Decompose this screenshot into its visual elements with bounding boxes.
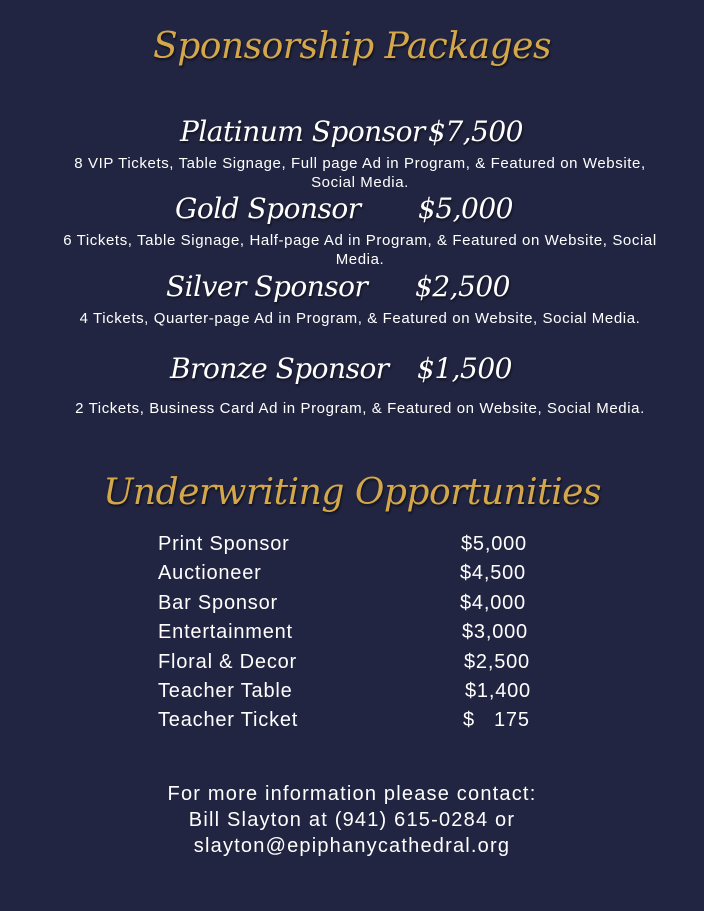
item-label: Teacher Table bbox=[158, 680, 293, 702]
underwriting-title: Underwriting Opportunities bbox=[103, 472, 601, 513]
list-item bbox=[158, 621, 548, 649]
item-label: Bar Sponsor bbox=[158, 592, 278, 614]
package-price: $1,500 bbox=[417, 352, 512, 385]
contact-email[interactable]: slayton@epiphanycathedral.org bbox=[193, 835, 511, 857]
contact-line: For more information please contact: bbox=[167, 783, 537, 805]
list-item bbox=[158, 709, 548, 737]
package-description: 8 VIP Tickets, Table Signage, Full page Ad in Program, & Featured on Website, Social Media. bbox=[74, 155, 646, 191]
package-price: $2,500 bbox=[415, 270, 510, 303]
package-name: Bronze Sponsor bbox=[170, 352, 389, 385]
package-name: Platinum Sponsor bbox=[180, 115, 425, 148]
item-amount: $ 175 bbox=[463, 709, 530, 731]
item-amount: $2,500 bbox=[464, 651, 530, 673]
package-description: 2 Tickets, Business Card Ad in Program, & Featured on Website, Social Media. bbox=[75, 400, 645, 417]
item-label: Auctioneer bbox=[158, 562, 262, 584]
page-title: Sponsorship Packages bbox=[153, 26, 551, 67]
package-price: $5,000 bbox=[418, 192, 513, 225]
item-label: Teacher Ticket bbox=[158, 709, 299, 731]
item-label: Entertainment bbox=[158, 621, 293, 643]
contact-line: Bill Slayton at (941) 615-0284 or bbox=[188, 809, 516, 831]
list-item bbox=[158, 533, 548, 561]
item-label: Floral & Decor bbox=[158, 651, 298, 673]
list-item bbox=[158, 651, 548, 679]
list-item bbox=[158, 680, 548, 708]
package-name: Gold Sponsor bbox=[175, 192, 361, 225]
item-amount: $4,000 bbox=[460, 592, 526, 614]
package-name: Silver Sponsor bbox=[166, 270, 368, 303]
package-description: 6 Tickets, Table Signage, Half-page Ad in Program, & Featured on Website, Social Media. bbox=[63, 232, 657, 268]
item-amount: $5,000 bbox=[461, 533, 527, 555]
item-amount: $4,500 bbox=[460, 562, 526, 584]
item-amount: $3,000 bbox=[462, 621, 528, 643]
package-price: $7,500 bbox=[428, 115, 523, 148]
item-amount: $1,400 bbox=[465, 680, 531, 702]
item-label: Print Sponsor bbox=[158, 533, 290, 555]
package-description: 4 Tickets, Quarter-page Ad in Program, & Featured on Website, Social Media. bbox=[79, 310, 641, 327]
list-item bbox=[158, 562, 548, 590]
list-item bbox=[158, 592, 548, 620]
